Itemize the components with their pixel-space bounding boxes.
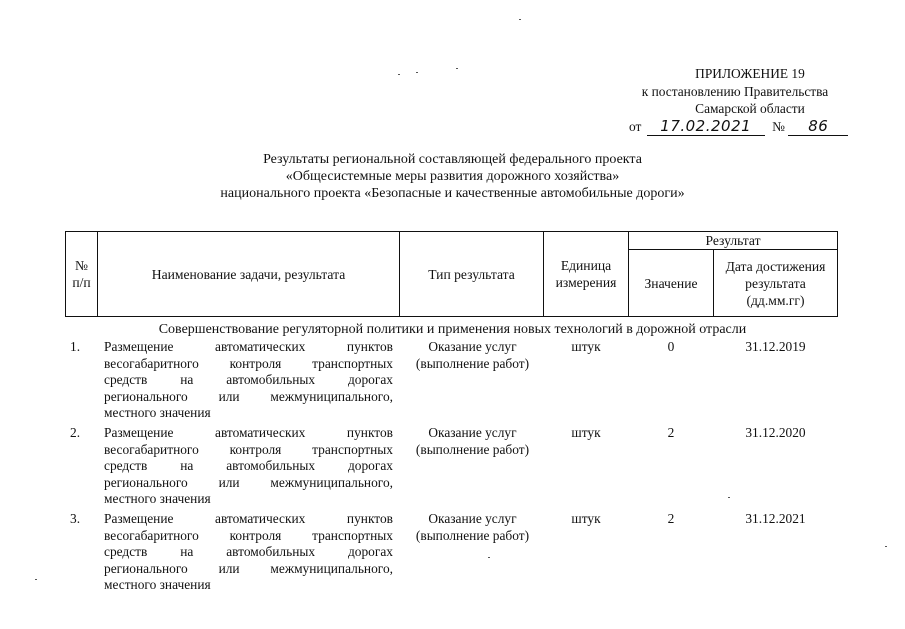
result-type: Оказание услуг (выполнение работ)	[415, 339, 530, 371]
header-task: Наименование задачи, результата	[97, 231, 400, 317]
achievement-date: 31.12.2020	[745, 425, 806, 440]
table-row	[0, 511, 905, 597]
scan-speck	[35, 579, 37, 580]
appendix-date-line	[629, 117, 859, 137]
from-label: от	[629, 119, 642, 134]
scan-speck	[728, 497, 730, 498]
scan-speck	[398, 74, 400, 75]
result-value: 2	[667, 425, 675, 440]
header-date: Дата достижения результата (дд.мм.гг)	[713, 249, 838, 317]
result-type: Оказание услуг (выполнение работ)	[415, 511, 530, 543]
scan-speck	[456, 68, 458, 69]
appendix-line-resolution: к постановлению Правительства	[641, 84, 829, 99]
result-type: Оказание услуг (выполнение работ)	[415, 425, 530, 457]
row-number: 3.	[70, 511, 81, 526]
header-num: № п/п	[65, 231, 98, 317]
scan-speck	[488, 557, 490, 558]
header-result-type: Тип результата	[399, 231, 544, 317]
achievement-date: 31.12.2021	[745, 511, 806, 526]
scan-speck	[519, 19, 521, 20]
table-row	[0, 339, 905, 425]
appendix-line-region: Самарской области	[695, 101, 805, 116]
section-title: Совершенствование регуляторной политики и применения новых технологий в дорожной отрасли	[158, 322, 747, 337]
scan-speck	[416, 72, 418, 73]
header-value: Значение	[628, 249, 714, 317]
signed-date: 17.02.2021	[647, 118, 765, 136]
table-row	[0, 425, 905, 511]
header-unit: Единица измерения	[543, 231, 629, 317]
unit: штук	[571, 425, 601, 440]
doc-title-line-3: национального проекта «Безопасные и качественные автомобильные дороги»	[220, 186, 685, 201]
document-number: 86	[788, 118, 848, 136]
appendix-title: ПРИЛОЖЕНИЕ 19	[695, 66, 805, 81]
table-header	[65, 231, 838, 317]
achievement-date: 31.12.2019	[745, 339, 806, 354]
header-result-group: Результат	[628, 231, 838, 250]
task-description: Размещение автоматических пунктов весогабаритного контроля транспортных средств на автомобильных дорогах регионального или межмуниципального, местного значения	[104, 425, 393, 507]
task-description: Размещение автоматических пунктов весогабаритного контроля транспортных средств на автомобильных дорогах регионального или межмуниципального, местного значения	[104, 339, 393, 421]
row-number: 1.	[70, 339, 81, 354]
result-value: 2	[667, 511, 675, 526]
doc-title-line-2: «Общесистемные меры развития дорожного хозяйства»	[285, 169, 620, 184]
unit: штук	[571, 511, 601, 526]
result-value: 0	[667, 339, 675, 354]
doc-title-line-1: Результаты региональной составляющей федерального проекта	[263, 152, 642, 167]
scan-speck	[885, 546, 887, 547]
number-label: №	[772, 119, 785, 134]
unit: штук	[571, 339, 601, 354]
task-description: Размещение автоматических пунктов весогабаритного контроля транспортных средств на автомобильных дорогах регионального или межмуниципального, местного значения	[104, 511, 393, 593]
row-number: 2.	[70, 425, 81, 440]
